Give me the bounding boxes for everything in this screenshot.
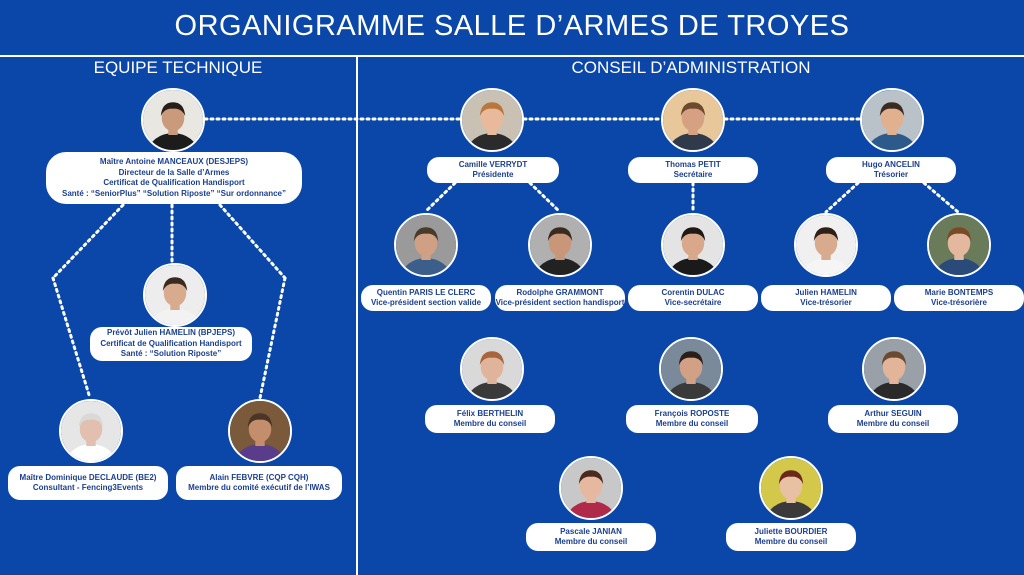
person-card-roposte (626, 405, 758, 433)
person-card-bourdier (726, 523, 856, 551)
person-role: Directeur de la Salle d’Armes (118, 167, 230, 177)
person-card-janian (526, 523, 656, 551)
person-name: Maître Dominique DECLAUDE (BE2) (19, 472, 157, 482)
person-name: Camille VERRYDT (458, 159, 528, 169)
portrait-icon (864, 339, 924, 399)
person-role: Membre du conseil (856, 419, 930, 428)
portrait-icon (561, 458, 621, 518)
person-role: Vice-trésorier (800, 298, 852, 307)
avatar-bourdier (759, 456, 823, 520)
avatar-roposte (659, 337, 723, 401)
person-name: Thomas PETIT (665, 159, 721, 169)
person-role: Membre du conseil (754, 537, 828, 546)
avatar-verrydt (460, 88, 524, 152)
portrait-icon (462, 90, 522, 150)
person-card-hamelin-prevot (90, 327, 252, 361)
person-name: Marie BONTEMPS (924, 287, 994, 297)
person-name: Arthur SEGUIN (864, 408, 922, 418)
person-role: Santé : “Solution Riposte” (120, 349, 222, 359)
avatar-ancelin (860, 88, 924, 152)
portrait-icon (145, 265, 205, 325)
portrait-icon (862, 90, 922, 150)
person-card-hamelin-vt (761, 285, 891, 311)
person-card-verrydt (427, 157, 559, 183)
connector-line (260, 278, 285, 398)
connector-line (220, 205, 285, 278)
person-role: Vice-trésorière (931, 298, 987, 307)
page-title: ORGANIGRAMME SALLE D’ARMES DE TROYES (174, 10, 850, 42)
avatar-bontemps (927, 213, 991, 277)
person-role: Consultant - Fencing3Events (32, 483, 144, 492)
person-name: Julien HAMELIN (795, 287, 857, 297)
person-name: Corentin DULAC (661, 287, 725, 297)
connector-line (425, 183, 455, 212)
person-card-declaude (8, 466, 168, 500)
person-card-berthelin (425, 405, 555, 433)
section-conseil-title: CONSEIL D’ADMINISTRATION (571, 58, 811, 77)
avatar-dulac (661, 213, 725, 277)
portrait-icon (796, 215, 856, 275)
connector-line (530, 183, 560, 212)
person-role: Certificat de Qualification Handisport (103, 178, 245, 187)
person-name: Pascale JANIAN (560, 526, 622, 536)
connector-line (53, 278, 90, 398)
person-name: Juliette BOURDIER (754, 526, 828, 536)
connector-line (924, 183, 958, 212)
person-name: Maître Antoine MANCEAUX (DESJEPS) (99, 157, 249, 166)
avatar-declaude (59, 399, 123, 463)
person-card-manceaux (46, 152, 302, 204)
avatar-berthelin (460, 337, 524, 401)
person-role: Membre du conseil (554, 537, 628, 546)
person-card-ancelin (826, 157, 956, 183)
person-card-seguin (828, 405, 958, 433)
person-role: Vice-président section handisport (495, 298, 625, 307)
person-card-petit (628, 157, 758, 183)
person-card-grammont (495, 285, 625, 311)
person-role: Membre du conseil (453, 419, 527, 428)
person-card-febvre (176, 466, 342, 500)
person-role: Santé : “SeniorPlus” “Solution Riposte” “Sur ordonnance” (61, 188, 287, 198)
avatar-paris (394, 213, 458, 277)
person-role: Membre du conseil (655, 419, 729, 428)
person-role: Trésorier (873, 170, 909, 179)
person-name: Félix BERTHELIN (456, 408, 524, 418)
person-name: Alain FEBVRE (CQP CQH) (209, 472, 309, 482)
connector-line (53, 205, 123, 278)
portrait-icon (761, 458, 821, 518)
portrait-icon (61, 401, 121, 461)
person-role: Membre du comité exécutif de l’IWAS (188, 483, 330, 492)
portrait-icon (929, 215, 989, 275)
person-role: Présidente (472, 170, 514, 179)
person-role: Vice-secrétaire (664, 298, 722, 307)
portrait-icon (143, 90, 203, 150)
avatar-seguin (862, 337, 926, 401)
avatar-hamelin-vt (794, 213, 858, 277)
avatar-manceaux (141, 88, 205, 152)
portrait-icon (396, 215, 456, 275)
avatar-hamelin-prevot (143, 263, 207, 327)
portrait-icon (661, 339, 721, 399)
portrait-icon (530, 215, 590, 275)
avatar-petit (661, 88, 725, 152)
portrait-icon (663, 90, 723, 150)
connector-line (826, 183, 858, 212)
person-name: François ROPOSTE (654, 408, 730, 418)
person-role: Certificat de Qualification Handisport (100, 338, 242, 348)
person-name: Hugo ANCELIN (862, 159, 920, 169)
person-name: Rodolphe GRAMMONT (516, 287, 604, 297)
person-name: Quentin PARIS LE CLERC (376, 287, 476, 297)
portrait-icon (462, 339, 522, 399)
person-name: Prévôt Julien HAMELIN (BPJEPS) (106, 328, 236, 338)
portrait-icon (230, 401, 290, 461)
person-card-bontemps (894, 285, 1024, 311)
person-card-dulac (628, 285, 758, 311)
avatar-grammont (528, 213, 592, 277)
avatar-febvre (228, 399, 292, 463)
person-card-paris (361, 285, 491, 311)
section-technique-title: EQUIPE TECHNIQUE (93, 58, 263, 77)
avatar-janian (559, 456, 623, 520)
person-role: Vice-président section valide (370, 298, 482, 307)
portrait-icon (663, 215, 723, 275)
person-role: Secrétaire (673, 170, 713, 179)
